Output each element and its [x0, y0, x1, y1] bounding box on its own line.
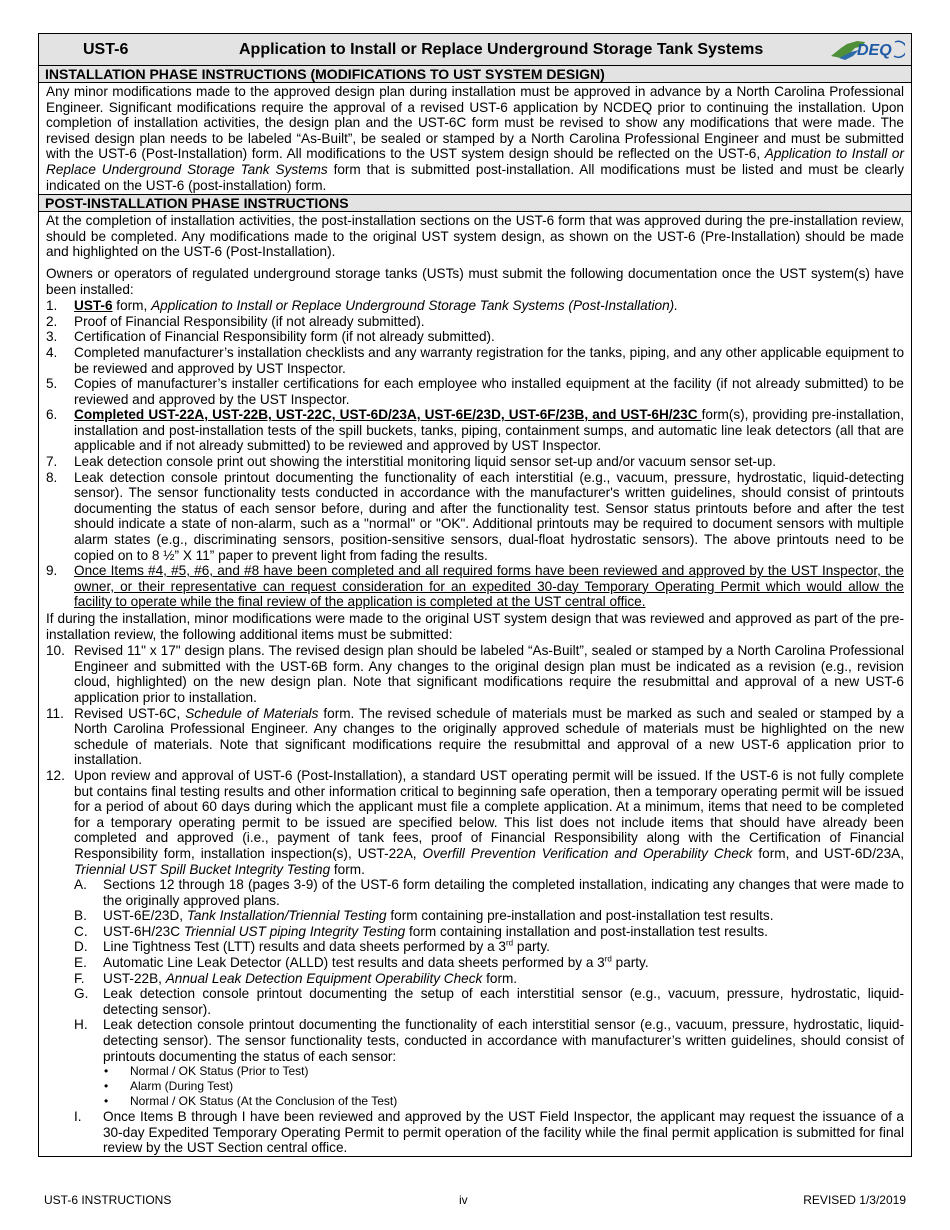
- sub-item-g: G. Leak detection console printout documenting the setup of each interstitial sensor (e.g., vacuum, pressure, hydrostatic, liquid-detecting sensor).: [74, 986, 904, 1017]
- form-header: [39, 34, 911, 66]
- sub-item-a: A. Sections 12 through 18 (pages 3-9) of the UST-6 form detailing the completed installation, indicating any changes that were made to the originally approved plans.: [74, 877, 904, 908]
- list-item: 3. Certification of Financial Responsibility form (if not already submitted).: [46, 329, 495, 345]
- status-bullets: [103, 1064, 904, 1109]
- list-item: 9. Once Items #4, #5, #6, and #8 have been completed and all required forms have been reviewed and approved by the UST Inspector, the owner, or their representative can request consideration for an expedited 30-day Temporary Operating Permit which would allow the facility to operate while the final review of the application is completed at the UST central office.: [46, 563, 904, 610]
- sub-item-h: H. Leak detection console printout documenting the functionality of each interstitial sensor (e.g., vacuum, pressure, hydrostatic, liquid-detecting sensor). The sensor functionality tests, conducted in accordance with manufacturer’s written guidelines, should consist of printouts documenting the status of each sensor: • Normal / OK Status (Prior to Test) • Alarm (During Test) • Normal / OK Status (At the Conclusion of the Test): [74, 1017, 904, 1109]
- sub-list: [74, 877, 904, 1156]
- list-item: 4. Completed manufacturer’s installation checklists and any warranty registration for the tanks, piping, and any other applicable equipment to be reviewed and approved by UST Inspector.: [46, 344, 904, 376]
- sub-item-e: E. Automatic Line Leak Detector (ALLD) test results and data sheets performed by a 3rd party.: [74, 954, 649, 971]
- post-mid-paragraph: If during the installation, minor modifications were made to the original UST system design that was reviewed and approved as part of the pre-installation review, the following additional items must be submitted:: [46, 611, 904, 642]
- post-installation-heading: POST-INSTALLATION PHASE INSTRUCTIONS: [39, 195, 911, 212]
- deq-logo: [827, 36, 905, 63]
- sub-item-d: D. Line Tightness Test (LTT) results and data sheets performed by a 3rd party.: [74, 938, 550, 955]
- list-item: 10. Revised 11" x 17" design plans. The revised design plan should be labeled “As-Built”, sealed or stamped by a North Carolina Professional Engineer and submitted with the UST-6B form. Any changes to the original design plan must be indicated as a revision (e.g., revision cloud, highlighted) on the new design plan. Note that significant modifications require the resubmittal and approval of a new UST-6 application prior to installation.: [46, 643, 904, 705]
- page-footer: [44, 1193, 906, 1207]
- footer-left: UST-6 INSTRUCTIONS: [44, 1193, 172, 1207]
- list-item: 11. Revised UST-6C, Schedule of Materials form. The revised schedule of materials must be marked as such and sealed or stamped by a North Carolina Professional Engineer. Any changes to the originally approved schedule of materials must be highlighted on the new schedule of materials. Note that significant modifications require the resubmittal and approval of a new UST-6 application prior to installation.: [46, 705, 904, 768]
- list-item: 1. UST-6 form, Application to Install or Replace Underground Storage Tank Systems (Post-Installation).: [46, 298, 678, 314]
- list-item: 7. Leak detection console print out showing the interstitial monitoring liquid sensor set-up and/or vacuum sensor set-up.: [46, 454, 776, 470]
- logo-text: DEQ: [857, 42, 892, 59]
- installation-paragraph: Any minor modifications made to the approved design plan during installation must be approved in advance by a North Carolina Professional Engineer. Significant modifications require the approval of a revised UST-6 application by NCDEQ prior to continuing the installation. Upon completion of installation activities, the design plan and the UST-6C form must be revised to show any modifications that were made. The revised design plan needs to be labeled “As-Built”, be sealed or stamped by a North Carolina Professional Engineer and must be submitted with the UST-6 (Post-Installation) form. All modifications to the UST system design should be reflected on the UST-6, Application to Install or Replace Underground Storage Tank Systems form that is submitted post-installation. All modifications must be listed and must be clearly indicated on the UST-6 (post-installation) form.: [39, 83, 911, 195]
- page-number: iv: [459, 1193, 468, 1207]
- list-item: 12. Upon review and approval of UST-6 (Post-Installation), a standard UST operating permit will be issued. If the UST-6 is not fully complete but contains final testing results and other information critical to beginning safe operation, then a temporary operating permit will be issued for a period of about 60 days during which the applicant must file a complete application. At a minimum, items that need to be completed for a temporary operating permit to be issued are specified below. This list does not include items that should have already been completed and approved (i.e., payment of tank fees, proof of Financial Responsibility along with the Certification of Financial Responsibility form, installation inspection(s), UST-22A, Overfill Prevention Verification and Operability Check form, and UST-6D/23A, Triennial UST Spill Bucket Integrity Testing form. A. Sections 12 through 18 (pages 3-9) of the UST-6 form detailing the completed installation, indicating any changes that were made to the originally approved plans. B. UST-6E/23D, Tank Installation/Triennial Testing form containing pre-installation and post-installation test results. C. UST-6H/23C Triennial UST piping Integrity Testing form containing installation and post-installation test results. D. Line Tightness Test (LTT) results and data sheets performed by a 3rd party. E. Automatic Line Leak Detector (ALLD) test results and data sheets performed by a 3rd party. F. UST-22B, Annual Leak Detection Equipment Operability Check form. G. Leak detection console printout documenting the setup of each interstitial sensor (e.g., vacuum, pressure, hydrostatic, liquid-detecting sensor). H. Leak detection console printout documenting the functionality of each interstitial sensor (e.g., vacuum, pressure, hydrostatic, liquid-detecting sensor). The sensor functionality tests, conducted in accordance with manufacturer’s written guidelines, should consist of printouts documenting the status of each sensor: • Normal / OK Status (Prior to Test) • Alarm (During Test) • Normal / OK Status (At the Conclusion of the Test) I. Once Items B through I have been reviewed and approved by the UST Field Inspector, the applicant may request the issuance of a 30-day Expedited Temporary Operating Permit to permit operation of the facility while the final permit application is submitted for final review by the UST Section central office.: [46, 767, 904, 1156]
- post-intro-1: At the completion of installation activities, the post-installation sections on the UST-6 form that was approved during the pre-installation review, should be completed. Any modifications made to the original UST system design, as shown on the UST-6 (Pre-Installation) should be made and highlighted on the UST-6 (Post-Installation).: [46, 213, 904, 260]
- list-item: 2. Proof of Financial Responsibility (if not already submitted).: [46, 313, 425, 329]
- list-item: 6. Completed UST-22A, UST-22B, UST-22C, UST-6D/23A, UST-6E/23D, UST-6F/23B, and UST-6H/23C form(s), providing pre-installation, installation and post-installation tests of the spill buckets, tanks, piping, containment sumps, and automatic line leak detectors (all that are applicable and if not already submitted) to be reviewed and approved by UST Inspector.: [46, 407, 904, 454]
- sub-item-i: I. Once Items B through I have been reviewed and approved by the UST Field Inspector, the applicant may request the issuance of a 30-day Expedited Temporary Operating Permit to permit operation of the facility while the final permit application is submitted for final review by the UST Section central office.: [74, 1109, 904, 1156]
- post-intro-2: Owners or operators of regulated underground storage tanks (USTs) must submit the following documentation once the UST system(s) have been installed:: [46, 265, 904, 297]
- form-title: Application to Install or Replace Underground Storage Tank Systems: [239, 41, 764, 58]
- additional-items-list: [39, 643, 911, 1156]
- list-item: 8. Leak detection console printout documenting the functionality of each interstitial (e.g., vacuum, pressure, hydrostatic, liquid-detecting sensor). The sensor functionality tests conducted in accordance with the manufacturer's written guidelines, should consist of printouts documenting the status of each sensor before, during and after the functionality test. Sensor status printouts before and after the test should indicate a state of non-alarm, such as a "normal" or "OK". Additional printouts may be required to document sensors with multiple alarm states (e.g., discriminating sensors, position-sensitive sensors, dual-float hydrostatic sensors). The above printouts need to be copied on to 8 ½” X 11” paper to prevent light from fading the results.: [46, 469, 904, 563]
- sub-item-f: F. UST-22B, Annual Leak Detection Equipment Operability Check form.: [74, 970, 518, 986]
- bullet-item: • Normal / OK Status (Prior to Test): [104, 1064, 309, 1079]
- form-frame: [38, 33, 912, 1157]
- list-item: 5. Copies of manufacturer’s installer certifications for each employee who installed equipment at the facility (if not already submitted) to be reviewed and approved by the UST Inspector.: [46, 376, 904, 407]
- sub-item-b: B. UST-6E/23D, Tank Installation/Triennial Testing form containing pre-installation and post-installation test results.: [74, 908, 774, 924]
- form-code: UST-6: [83, 41, 129, 58]
- sub-item-c: C. UST-6H/23C Triennial UST piping Integrity Testing form containing installation and post-installation test results.: [74, 923, 768, 939]
- revision-date: REVISED 1/3/2019: [803, 1193, 906, 1207]
- bullet-item: • Normal / OK Status (At the Conclusion of the Test): [104, 1094, 398, 1109]
- bullet-item: • Alarm (During Test): [104, 1079, 234, 1094]
- installation-heading: INSTALLATION PHASE INSTRUCTIONS (MODIFICATIONS TO UST SYSTEM DESIGN): [39, 66, 911, 83]
- documentation-list: [39, 298, 911, 610]
